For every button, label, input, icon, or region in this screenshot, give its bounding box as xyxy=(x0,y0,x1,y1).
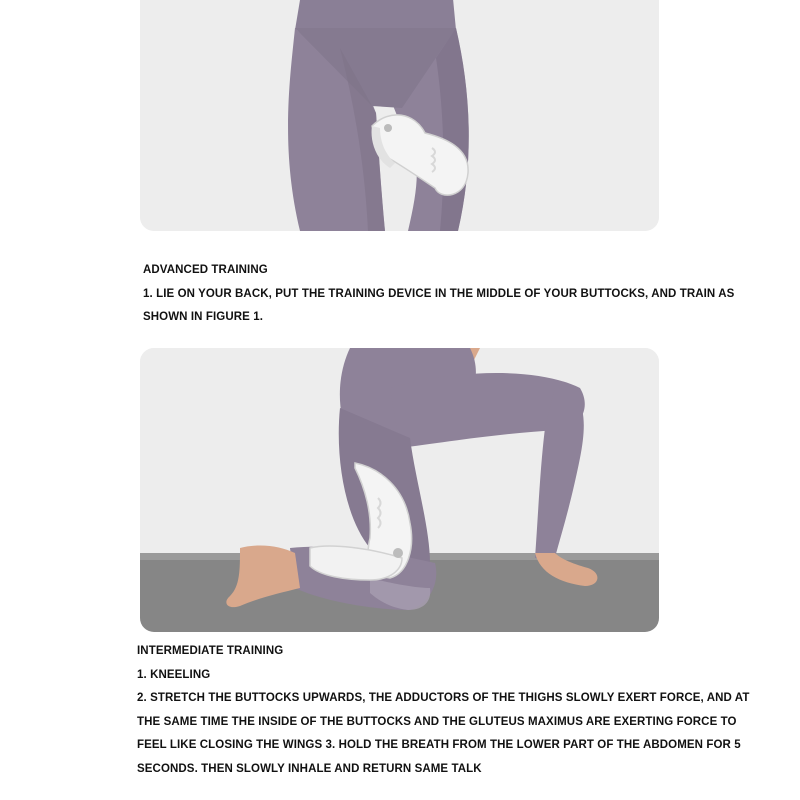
waistband xyxy=(295,0,456,30)
standing-illustration xyxy=(140,0,659,231)
instruction-line: SECONDS. THEN SLOWLY INHALE AND RETURN SAME TALK xyxy=(137,762,482,775)
intermediate-training-section xyxy=(137,640,749,781)
section-heading: ADVANCED TRAINING xyxy=(143,264,268,276)
instruction-line: FEEL LIKE CLOSING THE WINGS 3. HOLD THE BREATH FROM THE LOWER PART OF THE ABDOMEN FOR 5 xyxy=(137,739,741,751)
instruction-line: SHOWN IN FIGURE 1. xyxy=(143,311,264,323)
photo-standing-thigh-trainer xyxy=(140,0,659,231)
instruction-line: THE SAME TIME THE INSIDE OF THE BUTTOCKS AND THE GLUTEUS MAXIMUS ARE EXERTING FORCE TO xyxy=(137,715,737,728)
instruction-line: 1. KNEELING xyxy=(137,668,211,681)
instruction-line: 1. LIE ON YOUR BACK, PUT THE TRAINING DEVICE IN THE MIDDLE OF YOUR BUTTOCKS, AND TRAIN AS xyxy=(143,287,735,300)
kneeling-illustration xyxy=(140,348,659,632)
section-heading: INTERMEDIATE TRAINING xyxy=(137,645,284,657)
instruction-line: 2. STRETCH THE BUTTOCKS UPWARDS, THE ADDUCTORS OF THE THIGHS SLOWLY EXERT FORCE, AND AT xyxy=(137,692,750,704)
advanced-training-section xyxy=(143,259,734,330)
photo-kneeling-training xyxy=(140,348,659,632)
